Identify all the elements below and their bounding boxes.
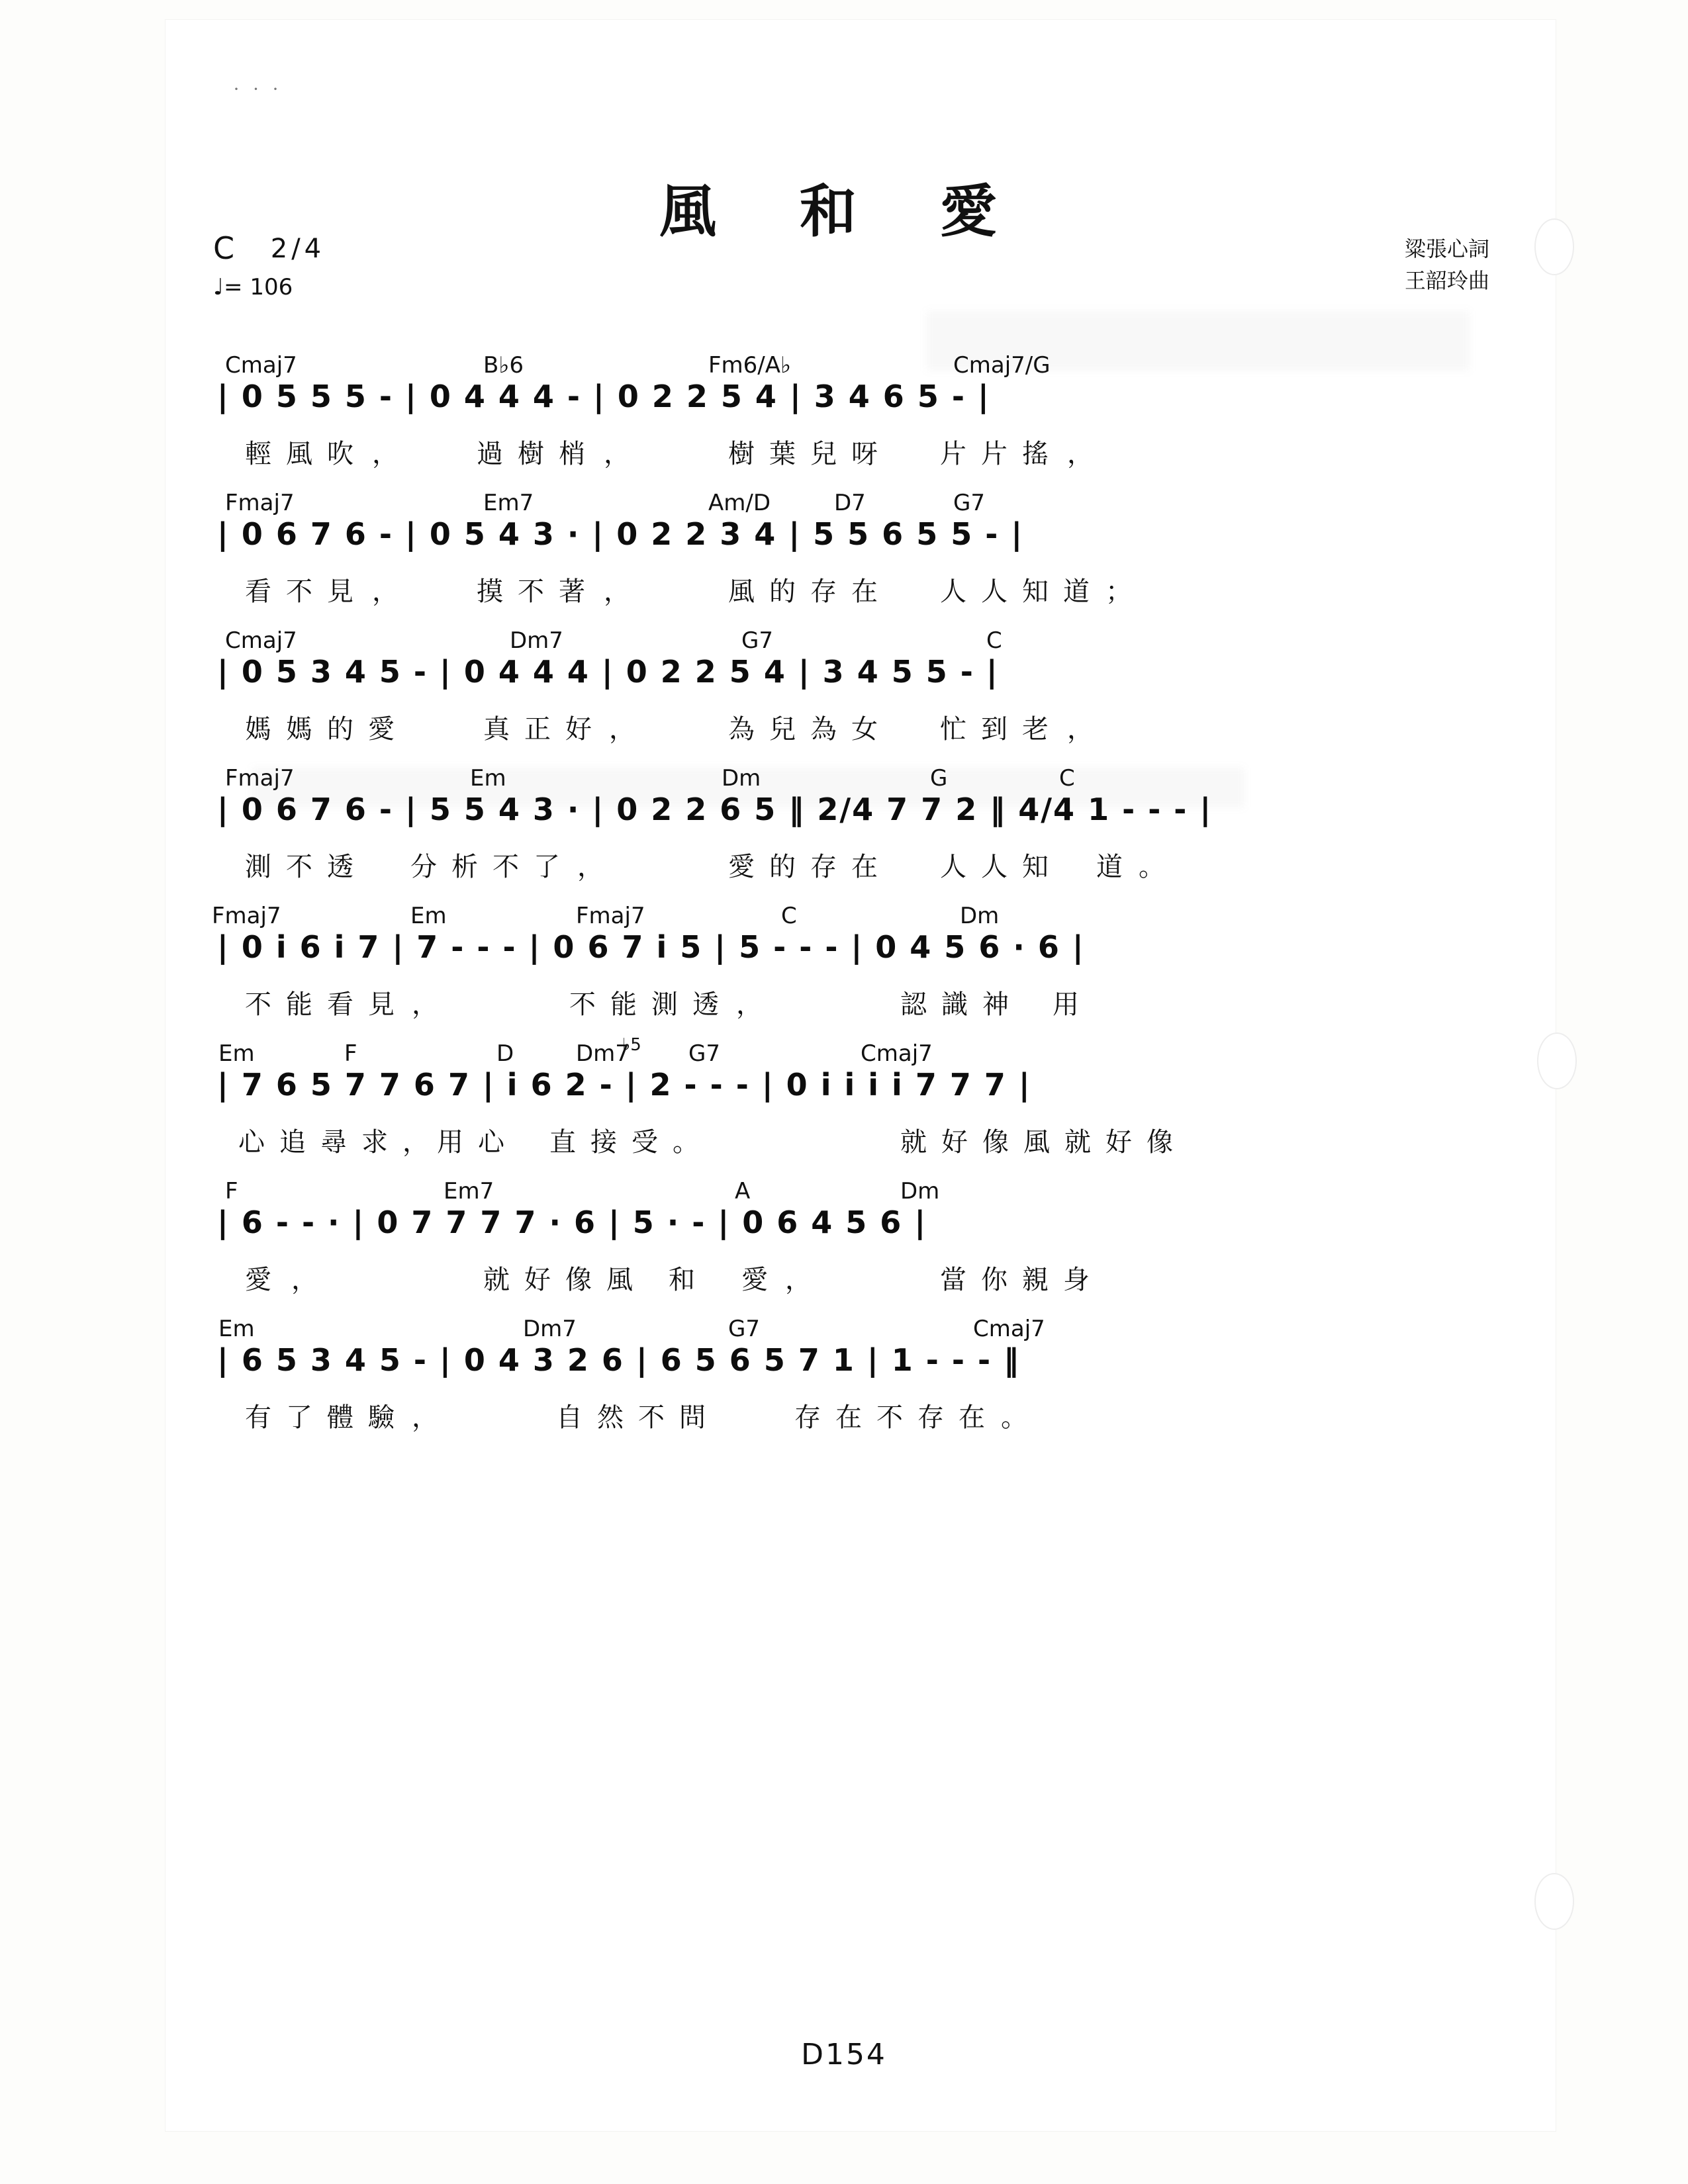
lyric-syllable: 片 (981, 439, 1008, 469)
lyric-syllable: 分 (410, 852, 437, 882)
lyric-syllable: 。 (673, 1127, 699, 1158)
lyric-syllable: 析 (451, 852, 478, 882)
chord-symbol: Em7 (444, 1178, 494, 1205)
lyric-syllable: 測 (651, 989, 678, 1020)
lyric-syllable: 在 (959, 1402, 985, 1433)
numbered-notation-line: | 0 6 7 6 - | 0 5 4 3 · | 0 2 2 3 4 | 5 5 6 5 5 - | (217, 516, 1024, 552)
music-system (199, 1308, 1496, 1445)
lyric-syllable: ， (1067, 714, 1094, 745)
lyric-syllable: 梢 (559, 439, 585, 469)
lyric-syllable: 存 (810, 852, 837, 882)
time-signature: 2/4 (270, 234, 326, 264)
lyric-line (199, 430, 1496, 477)
lyric-syllable: 不 (286, 576, 312, 607)
chord-symbol: Em7 (483, 490, 534, 516)
lyric-syllable: 看 (245, 576, 271, 607)
chord-symbol: G7 (728, 1316, 760, 1342)
chord-row (199, 344, 1496, 379)
chord-symbol: Dm7 (523, 1316, 577, 1342)
lyric-syllable: 不 (286, 852, 312, 882)
lyric-syllable: 不 (638, 1402, 665, 1433)
lyric-syllable: 看 (327, 989, 353, 1020)
lyric-syllable: 好 (565, 714, 592, 745)
lyric-syllable: ， (604, 576, 630, 607)
music-system (199, 895, 1496, 1032)
chord-symbol: Fmaj7 (225, 765, 295, 792)
lyric-syllable: 了 (534, 852, 560, 882)
lyric-syllable: 就 (900, 1127, 927, 1158)
lyric-syllable: 尋 (320, 1127, 347, 1158)
lyric-syllable: 當 (940, 1265, 966, 1295)
chord-symbol: Em (410, 903, 447, 929)
lyric-syllable: ， (372, 576, 399, 607)
chord-symbol: Dm (722, 765, 761, 792)
lyric-syllable: 愛 (368, 714, 395, 745)
lyric-syllable: 。 (1139, 852, 1165, 882)
lyric-syllable: 輕 (245, 439, 271, 469)
chord-symbol: Fm6/A♭ (708, 352, 792, 379)
lyric-syllable: 的 (769, 852, 796, 882)
lyric-syllable: 你 (981, 1265, 1008, 1295)
chord-symbol: Em (218, 1040, 255, 1067)
lyric-syllable: 過 (477, 439, 503, 469)
music-systems (199, 344, 1496, 1445)
lyric-syllable: 不 (492, 852, 519, 882)
chord-symbol: Fmaj7 (212, 903, 281, 929)
lyric-syllable: 不 (876, 1402, 903, 1433)
music-system (199, 1170, 1496, 1308)
chord-symbol: C (781, 903, 797, 929)
lyric-syllable: 認 (900, 989, 927, 1020)
lyric-syllable: 受 (632, 1127, 658, 1158)
chord-row (199, 1170, 1496, 1205)
lyric-syllable: ， (577, 852, 604, 882)
lyric-syllable: 知 (1022, 852, 1049, 882)
lyric-syllable: 識 (941, 989, 968, 1020)
lyric-syllable: 人 (940, 576, 966, 607)
chord-symbol: C (986, 627, 1002, 654)
lyric-syllable: 驗 (368, 1402, 395, 1433)
numbered-notation-line: | 0 5 5 5 - | 0 4 4 4 - | 0 2 2 5 4 | 3 4 6 5 - | (217, 379, 990, 414)
lyric-syllable: ， (291, 1265, 318, 1295)
lyric-syllable: 就 (1064, 1127, 1091, 1158)
lyric-syllable: ， (736, 989, 763, 1020)
lyric-syllable: 在 (835, 1402, 862, 1433)
lyric-syllable: 透 (327, 852, 353, 882)
corner-mark: · · · (233, 78, 283, 100)
lyric-syllable: 問 (679, 1402, 706, 1433)
lyric-syllable: 老 (1022, 714, 1049, 745)
chord-row (199, 1308, 1496, 1342)
chord-row (199, 619, 1496, 654)
lyric-syllable: 媽 (245, 714, 271, 745)
lyric-syllable: 女 (851, 714, 878, 745)
lyric-syllable: 人 (981, 576, 1008, 607)
chord-symbol: B♭6 (483, 352, 524, 379)
numbered-notation-line: | 6 - - · | 0 7 7 7 7 · 6 | 5 · - | 0 6 4 5 6 | (217, 1205, 927, 1240)
lyric-syllable: 摸 (477, 576, 503, 607)
lyric-syllable: 到 (981, 714, 1008, 745)
binder-hole (1537, 1032, 1577, 1089)
chord-symbol: Em (218, 1316, 255, 1342)
lyric-syllable: 愛 (741, 1265, 768, 1295)
lyric-syllable: 著 (559, 576, 585, 607)
music-system (199, 619, 1496, 757)
lyric-syllable: 能 (286, 989, 312, 1020)
music-system (199, 757, 1496, 895)
lyric-syllable: 的 (327, 714, 353, 745)
composer-credit: 王韶玲曲 (1404, 268, 1489, 293)
numbered-notation-line: | 0 i 6 i 7 | 7 - - - | 0 6 7 i 5 | 5 - - - | 0 4 5 6 · 6 | (217, 929, 1085, 965)
lyric-syllable: ， (412, 989, 438, 1020)
chord-symbol: D7 (834, 490, 866, 516)
lyric-syllable: 不 (569, 989, 596, 1020)
numbered-notation-line: | 7 6 5 7 7 6 7 | i 6 2 - | 2 - - - | 0 i i i i 7 7 7 | (217, 1067, 1031, 1103)
lyric-syllable: 像 (982, 1127, 1009, 1158)
chord-symbol: F (344, 1040, 357, 1067)
chord-symbol: Cmaj7/G (953, 352, 1051, 379)
lyric-syllable: 身 (1063, 1265, 1090, 1295)
lyric-syllable: 追 (279, 1127, 306, 1158)
chord-symbol: Cmaj7 (225, 352, 297, 379)
chord-symbol: G7 (741, 627, 773, 654)
lyric-syllable: 風 (286, 439, 312, 469)
lyric-syllable: 測 (245, 852, 271, 882)
chord-symbol: D (496, 1040, 514, 1067)
chord-symbol: Cmaj7 (225, 627, 297, 654)
lyric-syllable: ， (604, 439, 630, 469)
chord-row (199, 757, 1496, 792)
binder-hole (1534, 1873, 1574, 1930)
key-tempo-block (213, 230, 325, 300)
lyric-syllable: 愛 (245, 1265, 271, 1295)
lyric-syllable: ， (412, 1402, 438, 1433)
lyric-syllable: 吹 (327, 439, 353, 469)
lyric-syllable: 風 (1023, 1127, 1050, 1158)
chord-symbol: Dm (960, 903, 1000, 929)
lyric-syllable: 正 (524, 714, 551, 745)
lyric-syllable: 直 (549, 1127, 576, 1158)
lyric-syllable: 用 (1053, 989, 1079, 1020)
lyric-syllable: 自 (556, 1402, 583, 1433)
key-signature: C (213, 230, 239, 266)
lyric-syllable: 像 (565, 1265, 592, 1295)
lyric-syllable: 好 (524, 1265, 551, 1295)
chord-symbol: Dm7 (510, 627, 563, 654)
lyric-syllable: 搖 (1022, 439, 1049, 469)
chord-symbol: Fmaj7 (576, 903, 645, 929)
lyric-syllable: 人 (981, 852, 1008, 882)
lyric-syllable: 為 (728, 714, 755, 745)
music-system (199, 482, 1496, 619)
lyric-syllable: 和 (669, 1265, 695, 1295)
lyric-syllable: 道 (1063, 576, 1090, 607)
lyric-syllable: ， (609, 714, 635, 745)
chord-symbol: Dm (900, 1178, 940, 1205)
lyric-syllable: 真 (483, 714, 510, 745)
chord-symbol: C (1059, 765, 1075, 792)
credits (1405, 233, 1489, 296)
lyric-syllable: 用 (437, 1127, 463, 1158)
lyric-syllable: 然 (597, 1402, 624, 1433)
lyric-syllable: 有 (245, 1402, 271, 1433)
lyric-syllable: ； (1105, 576, 1132, 607)
lyric-syllable: 。 (1001, 1402, 1027, 1433)
lyric-line (199, 1118, 1496, 1165)
lyric-syllable: 人 (940, 852, 966, 882)
chord-symbol: G7 (688, 1040, 720, 1067)
chord-row (199, 482, 1496, 516)
chord-symbol: ♭5 (622, 1035, 641, 1055)
lyric-syllable: 兒 (769, 714, 796, 745)
lyric-syllable: 透 (692, 989, 719, 1020)
lyric-syllable: 知 (1022, 576, 1049, 607)
lyric-syllable: 樹 (728, 439, 755, 469)
page-code: D154 (801, 2038, 887, 2071)
lyric-syllable: 風 (728, 576, 755, 607)
lyric-syllable: 存 (794, 1402, 821, 1433)
lyric-syllable: 見 (368, 989, 395, 1020)
lyric-syllable: 神 (982, 989, 1009, 1020)
lyric-syllable: 接 (590, 1127, 617, 1158)
lyric-syllable: 不 (245, 989, 271, 1020)
lyric-syllable: 呀 (851, 439, 878, 469)
lyric-syllable: 見 (327, 576, 353, 607)
lyric-syllable: 體 (327, 1402, 353, 1433)
lyric-line (199, 568, 1496, 614)
lyric-syllable: 忙 (940, 714, 966, 745)
lyric-syllable: 了 (286, 1402, 312, 1433)
lyric-syllable: 媽 (286, 714, 312, 745)
chord-row (199, 895, 1496, 929)
chord-symbol: Cmaj7 (861, 1040, 933, 1067)
lyric-syllable: 好 (1105, 1127, 1132, 1158)
lyric-syllable: 存 (917, 1402, 944, 1433)
chord-symbol: Fmaj7 (225, 490, 295, 516)
chord-symbol: F (225, 1178, 238, 1205)
lyric-syllable: ， (372, 439, 399, 469)
lyric-syllable: 存 (810, 576, 837, 607)
lyric-syllable: 片 (940, 439, 966, 469)
chord-symbol: G (930, 765, 948, 792)
lyricist-credit: 粱張心詞 (1404, 236, 1489, 261)
numbered-notation-line: | 0 5 3 4 5 - | 0 4 4 4 | 0 2 2 5 4 | 3 4 5 5 - | (217, 654, 999, 690)
chord-symbol: Am/D (708, 490, 771, 516)
lyric-syllable: 葉 (769, 439, 796, 469)
music-system (199, 344, 1496, 482)
chord-symbol: A (735, 1178, 751, 1205)
lyric-syllable: 在 (851, 852, 878, 882)
numbered-notation-line: | 6 5 3 4 5 - | 0 4 3 2 6 | 6 5 6 5 7 1 | 1 - - - ‖ (217, 1342, 1021, 1378)
lyric-line (199, 981, 1496, 1027)
lyric-syllable: 像 (1147, 1127, 1173, 1158)
lyric-syllable: 道 (1096, 852, 1123, 882)
chord-row (199, 1032, 1496, 1067)
lyric-syllable: 就 (483, 1265, 510, 1295)
lyric-syllable: 能 (610, 989, 637, 1020)
lyric-syllable: 求 (361, 1127, 388, 1158)
lyric-syllable: 樹 (518, 439, 544, 469)
chord-symbol: Dm7 (576, 1040, 630, 1067)
numbered-notation-line: | 0 6 7 6 - | 5 5 4 3 · | 0 2 2 6 5 ‖ 2/4 7 7 2 ‖ 4/4 1 - - - | (217, 792, 1213, 827)
lyric-line (199, 1394, 1496, 1440)
lyric-syllable: 親 (1022, 1265, 1049, 1295)
lyric-syllable: 好 (941, 1127, 968, 1158)
lyric-syllable: 為 (810, 714, 837, 745)
lyric-syllable: 不 (518, 576, 544, 607)
lyric-syllable: ， (402, 1127, 429, 1158)
music-system (199, 1032, 1496, 1170)
chord-symbol: Em (470, 765, 506, 792)
lyric-syllable: 心 (478, 1127, 504, 1158)
chord-symbol: G7 (953, 490, 985, 516)
lyric-syllable: ， (1067, 439, 1094, 469)
lyric-syllable: 的 (769, 576, 796, 607)
lyric-line (199, 705, 1496, 752)
lyric-syllable: 心 (238, 1127, 265, 1158)
tempo-marking: ♩= 106 (213, 274, 293, 300)
lyric-line (199, 1256, 1496, 1302)
lyric-syllable: 在 (851, 576, 878, 607)
lyric-syllable: ， (785, 1265, 812, 1295)
lyric-syllable: 愛 (728, 852, 755, 882)
lyric-syllable: 兒 (810, 439, 837, 469)
chord-symbol: Cmaj7 (973, 1316, 1045, 1342)
lyric-line (199, 843, 1496, 889)
page-title: 風 和 愛 (659, 179, 1029, 245)
lyric-syllable: 風 (606, 1265, 633, 1295)
